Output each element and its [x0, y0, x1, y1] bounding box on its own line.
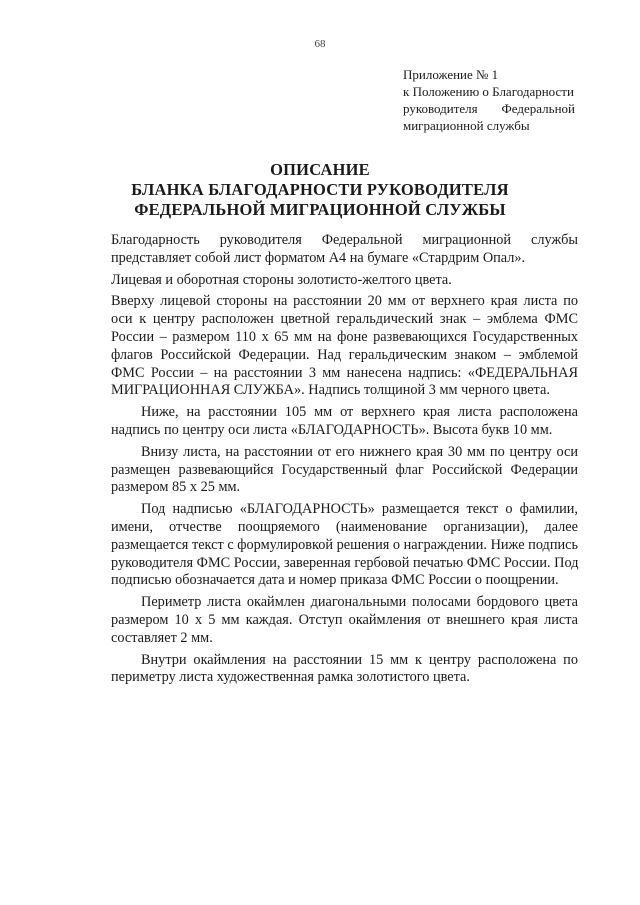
document-title — [0, 160, 640, 220]
paragraph-line: представляет собой лист форматом А4 на бумаге «Стардрим Опал». — [111, 249, 526, 266]
paragraph-line: составляет 2 мм. — [111, 629, 213, 646]
paragraph-line: подписью обозначается дата и номер приказа ФМС России о поощрении. — [111, 572, 559, 589]
paragraph — [111, 652, 578, 688]
paragraph-line: руководителя ФМС России, заверенная гербовой печатью ФМС России. Под — [111, 554, 579, 571]
paragraph — [111, 293, 578, 400]
paragraph-line: Внизу листа, на расстоянии от его нижнего края 30 мм по центру оси — [141, 443, 578, 460]
paragraph-line: Ниже, на расстоянии 105 мм от верхнего края листа расположена — [141, 404, 578, 421]
paragraph-line: оси к центру расположен цветной геральдический знак – эмблема ФМС — [111, 311, 578, 328]
paragraph — [111, 501, 578, 590]
appendix-line: Приложение № 1 — [403, 67, 499, 82]
paragraph-line: периметру листа художественная рамка золотистого цвета. — [111, 669, 470, 686]
paragraph-line: размещен развевающийся Государственный флаг Российской Федерации — [111, 461, 578, 478]
paragraph-line: Лицевая и оборотная стороны золотисто-желтого цвета. — [111, 271, 452, 288]
title-line: БЛАНКА БЛАГОДАРНОСТИ РУКОВОДИТЕЛЯ — [131, 180, 509, 199]
paragraph-line: Внутри окаймления на расстоянии 15 мм к центру расположена по — [141, 651, 578, 668]
paragraph — [111, 272, 578, 290]
paragraph-line: флагов Российской Федерации. Над геральдическим знаком – эмблемой — [111, 346, 578, 363]
paragraph — [111, 232, 578, 268]
paragraph-line: ФМС России – на расстоянии 3 мм нанесена надпись: «ФЕДЕРАЛЬНАЯ — [111, 364, 578, 381]
appendix-line: руководителя Федеральной — [403, 101, 575, 116]
paragraph — [111, 404, 578, 440]
title-line: ФЕДЕРАЛЬНОЙ МИГРАЦИОННОЙ СЛУЖБЫ — [134, 200, 506, 219]
paragraph-line: Под надписью «БЛАГОДАРНОСТЬ» размещается текст о фамилии, — [141, 501, 578, 518]
paragraph-line: размером 10 х 5 мм каждая. Отступ окаймления от внешнего края листа — [111, 611, 578, 628]
paragraph-line: Благодарность руководителя Федеральной миграционной службы — [111, 232, 578, 248]
appendix-line: миграционной службы — [403, 118, 530, 133]
page-number: 68 — [314, 38, 326, 50]
paragraph-line: России – размером 110 х 65 мм на фоне развевающихся Государственных — [111, 328, 578, 345]
title-line: ОПИСАНИЕ — [270, 160, 370, 179]
appendix-line: к Положению о Благодарности — [403, 84, 574, 99]
appendix-note — [403, 66, 575, 134]
paragraph-line: Вверху лицевой стороны на расстоянии 20 мм от верхнего края листа по — [111, 293, 578, 310]
paragraph — [111, 594, 578, 647]
paragraph-line: имени, отчестве поощряемого (наименование организации), далее — [111, 518, 578, 535]
paragraph-line: Периметр листа окаймлен диагональными полосами бордового цвета — [141, 594, 578, 611]
paragraph-line: размещается текст с формулировкой решения о награждении. Ниже подпись — [111, 536, 578, 553]
document-body — [111, 232, 578, 691]
paragraph-line: надпись по центру оси листа «БЛАГОДАРНОСТЬ». Высота букв 10 мм. — [111, 421, 553, 438]
paragraph — [111, 444, 578, 497]
paragraph-line: МИГРАЦИОННАЯ СЛУЖБА». Надпись толщиной 3 мм черного цвета. — [111, 382, 550, 399]
paragraph-line: размером 85 х 25 мм. — [111, 479, 241, 496]
